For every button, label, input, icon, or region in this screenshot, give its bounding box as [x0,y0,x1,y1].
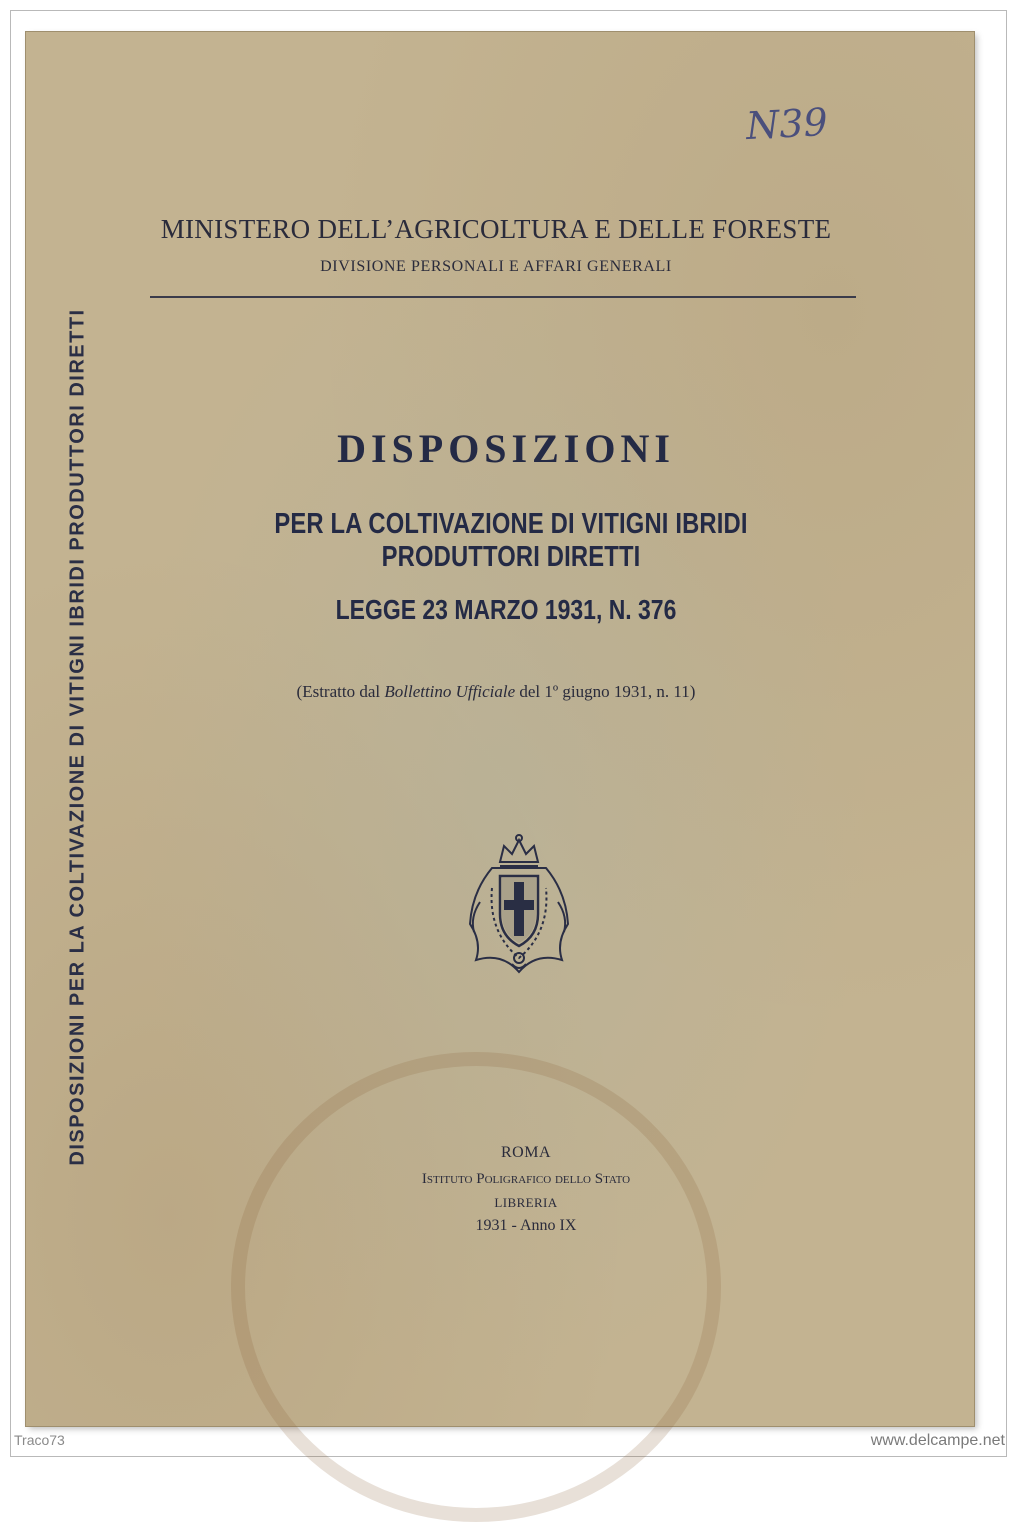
extract-bulletin: Bollettino Ufficiale [384,682,516,701]
extract-prefix: (Estratto dal [296,682,381,701]
document-subtitle: PER LA COLTIVAZIONE DI VITIGNI IBRIDI PRODUTTORI DIRETTI [274,508,748,573]
imprint-year: 1931 - Anno IX [475,1217,577,1234]
handwritten-note: N39 [744,99,829,149]
site-watermark: www.delcampe.net [870,1432,1005,1449]
document-cover [26,32,974,1426]
header-divider [150,296,856,298]
ministry-heading: MINISTERO DELL’AGRICOLTURA E DELLE FORESTE [160,214,832,244]
imprint-shop: LIBRERIA [494,1195,558,1210]
imprint-city: ROMA [500,1144,551,1161]
division-heading: DIVISIONE PERSONALI E AFFARI GENERALI [320,258,672,275]
document-title: DISPOSIZIONI [337,426,675,471]
spine-title [58,282,98,1192]
extract-suffix: del 1º giugno 1931, n. 11) [519,682,696,701]
extract-note [126,682,866,702]
spine-title-text: DISPOSIZIONI PER LA COLTIVAZIONE DI VITIGNI IBRIDI PRODUTTORI DIRETTI [66,308,89,1166]
seller-watermark: Traco73 [14,1432,65,1448]
imprint-publisher: Istituto Poligrafico dello Stato [421,1171,631,1187]
law-reference: LEGGE 23 MARZO 1931, N. 376 [335,594,677,625]
royal-coat-of-arms-icon [462,832,576,977]
